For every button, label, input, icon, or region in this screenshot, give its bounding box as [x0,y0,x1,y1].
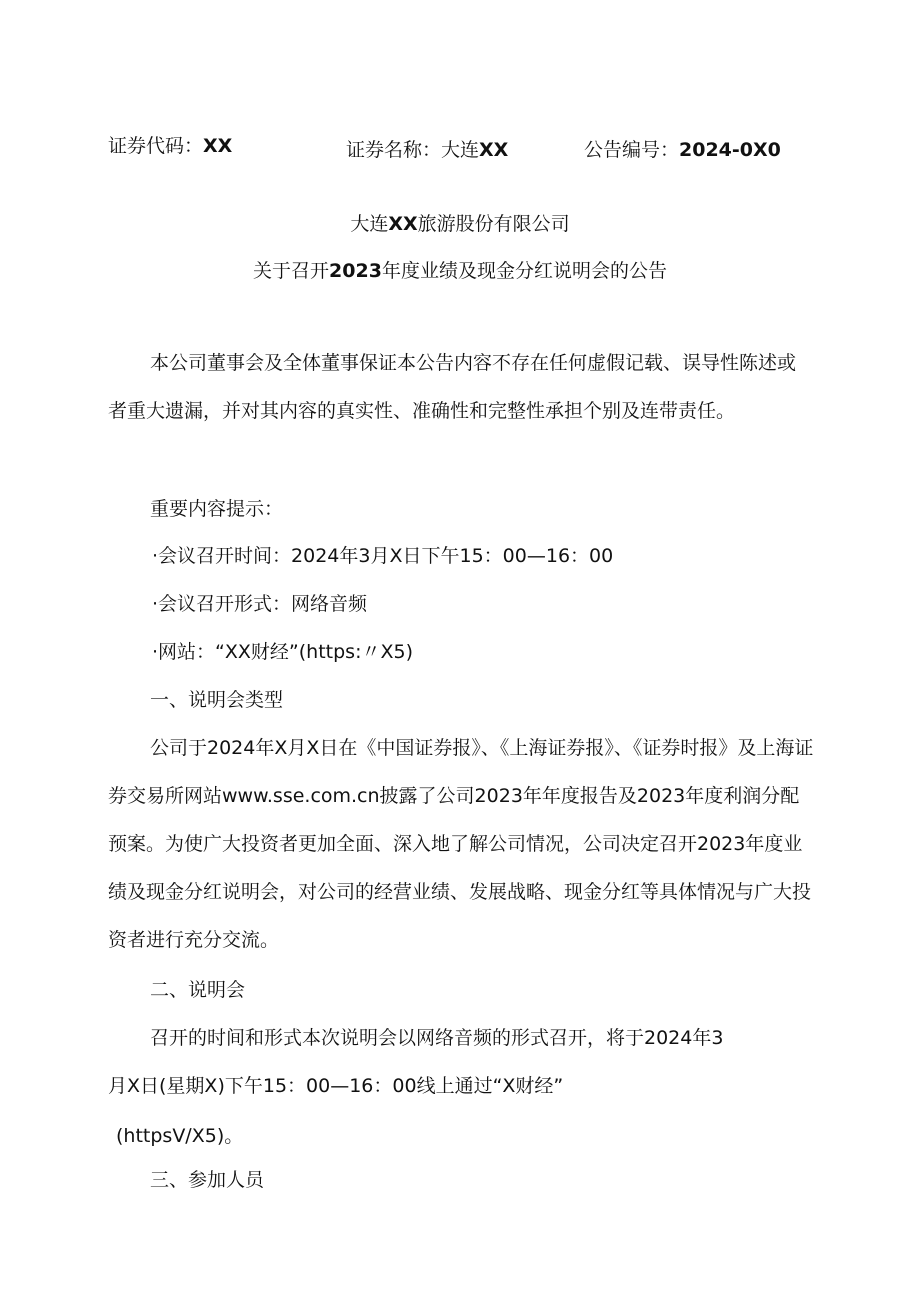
notice-number-value: 2024-0X0 [679,139,781,161]
stock-code-value: XX [203,135,233,157]
section1-paragraph: 公司于2024年X月X日在《中国证券报》、《上海证券报》、《证券时报》及上海证券交易所网站www.sse.com.cn披露了公司2023年年度报告及2023年度利润分配预案。为使广大投资者更加全面、深入地了解公司情况，公司决定召开2023年度业绩及现金分红说明会，对公司的经营业绩、发展战略、现金分红等具体情况与广大投资者进行充分交流。 [108,737,814,951]
announcement-title [0,259,920,283]
stock-name-value: XX [479,139,509,161]
notice-number-label: 公告编号： [584,139,680,161]
bullet-website: ·网站：“XX财经”(https:〃X5) [152,641,413,663]
bullet-meeting-format: ·会议召开形式：网络音频 [152,593,368,615]
announcement-title-suffix: 年度业绩及现金分红说明会的公告 [381,260,667,282]
important-heading: 重要内容提示： [150,498,284,520]
section2-heading: 二、说明会 [150,979,246,1001]
announcement-title-prefix: 关于召开 [253,260,330,282]
section1-heading: 一、说明会类型 [150,689,284,711]
stock-code [108,134,232,158]
stock-code-label: 证券代码： [108,135,204,157]
section2-line-1: 召开的时间和形式本次说明会以网络音频的形式召开，将于2024年3 [150,1027,724,1049]
intro-paragraph: 本公司董事会及全体董事保证本公告内容不存在任何虚假记载、误导性陈述或者重大遗漏，并对其内容的真实性、准确性和完整性承担个别及连带责任。 [108,352,797,422]
stock-name-label: 证券名称：大连 [346,139,480,161]
company-name-title [0,212,920,236]
company-name-prefix: 大连 [350,213,389,235]
stock-name [346,138,508,162]
notice-number [584,138,781,162]
announcement-title-year: 2023 [329,260,382,282]
section2-line-2: 月X日(星期X)下午15：00—16：00线上通过“X财经” [108,1075,564,1097]
section2-line-3: (httpsV∕X5)。 [116,1125,244,1147]
company-name-suffix: 旅游股份有限公司 [417,213,570,235]
bullet-meeting-time: ·会议召开时间：2024年3月X日下午15：00—16：00 [152,545,614,567]
section3-heading: 三、参加人员 [150,1169,265,1191]
company-name-bold: XX [388,213,418,235]
